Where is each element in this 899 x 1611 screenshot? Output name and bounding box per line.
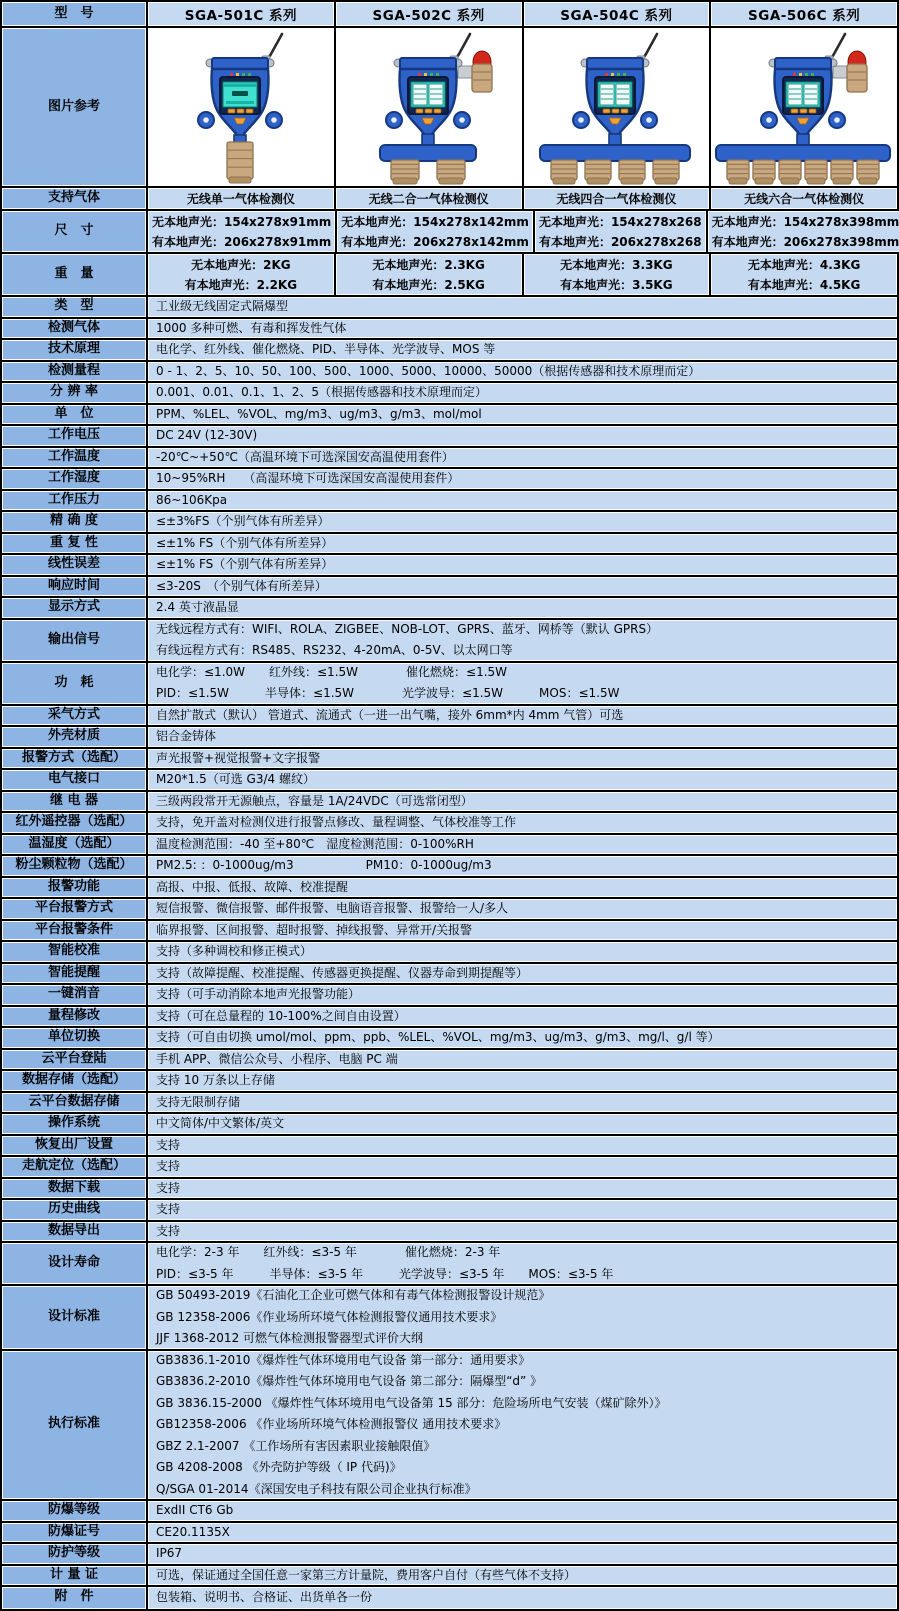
spec-row-value: 支持	[148, 1136, 897, 1156]
spec-row-value: ≤±3%FS（个别气体有所差异）	[148, 512, 897, 532]
spec-row-value: 0 - 1、2、5、10、50、100、500、1000、5000、10000、50000（根据传感器和技术原理而定）	[148, 362, 897, 382]
weight-501c: 无本地声光：2KG 有本地声光：2.2KG	[148, 254, 336, 295]
spec-row-value: PPM、%LEL、%VOL、mg/m3、ug/m3、g/m3、mol/mol	[148, 405, 897, 425]
spec-row-label: 计 量 证	[2, 1566, 148, 1586]
supported-gas-504c: 无线四合一气体检测仪	[524, 188, 712, 209]
spec-row	[2, 426, 897, 448]
spec-row-value: 临界报警、区间报警、超时报警、掉线报警、异常开/关报警	[148, 921, 897, 941]
spec-row	[2, 942, 897, 964]
spec-row-label: 工作温度	[2, 448, 148, 468]
spec-row	[2, 1286, 897, 1351]
spec-row-value: 短信报警、微信报警、邮件报警、电脑语音报警、报警给一人/多人	[148, 899, 897, 919]
spec-row-value: CE20.1135X	[148, 1523, 897, 1543]
spec-row-value: PM2.5: ：0-1000ug/m3 PM10：0-1000ug/m3	[148, 856, 897, 876]
spec-row-value: 手机 APP、微信公众号、小程序、电脑 PC 端	[148, 1050, 897, 1070]
spec-row	[2, 1050, 897, 1072]
spec-row-value: ≤±1% FS（个别气体有所差异）	[148, 555, 897, 575]
spec-row-label: 数据导出	[2, 1222, 148, 1242]
spec-row-label: 功 耗	[2, 663, 148, 704]
spec-row-label: 执行标准	[2, 1351, 148, 1500]
spec-row-label: 报警方式（选配）	[2, 749, 148, 769]
spec-row	[2, 878, 897, 900]
spec-row-label: 附 件	[2, 1587, 148, 1609]
spec-row-value: 86~106Kpa	[148, 491, 897, 511]
spec-row-label: 走航定位（选配）	[2, 1157, 148, 1177]
spec-row-label: 恢复出厂设置	[2, 1136, 148, 1156]
spec-row	[2, 1544, 897, 1566]
series-header-sga-506c: SGA-506C 系列	[711, 2, 897, 26]
spec-row-value: 声光报警+视觉报警+文字报警	[148, 749, 897, 769]
spec-row-label: 粉尘颗粒物（选配）	[2, 856, 148, 876]
spec-row-value: GB 50493-2019《石油化工企业可燃气体和有毒气体检测报警设计规范》 GB 12358-2006《作业场所环境气体检测报警仪通用技术要求》 JJF 1368-2012 可燃气体检测报警器型式评价大纲	[148, 1286, 897, 1349]
spec-row	[2, 727, 897, 749]
product-image-sga-502c	[336, 28, 524, 186]
dimensions-502c: 无本地声光：154x278x142mm 有本地声光：206x278x142mm	[337, 211, 535, 252]
weight-506c: 无本地声光：4.3KG 有本地声光：4.5KG	[711, 254, 897, 295]
spec-row-value: ExdII CT6 Gb	[148, 1501, 897, 1521]
spec-row-label: 量程修改	[2, 1007, 148, 1027]
spec-row-value: 2.4 英寸液晶显	[148, 598, 897, 618]
spec-row-value: 无线远程方式有：WIFI、ROLA、ZIGBEE、NOB-LOT、GPRS、蓝牙、网桥等（默认 GPRS） 有线远程方式有：RS485、RS232、4-20mA、0-5V、以太网口等	[148, 620, 897, 661]
dimensions-501c: 无本地声光：154x278x91mm 有本地声光：206x278x91mm	[148, 211, 337, 252]
spec-row-label: 数据存储（选配）	[2, 1071, 148, 1091]
dimensions-row	[2, 211, 897, 254]
spec-row-value: 支持（多种调校和修正模式）	[148, 942, 897, 962]
product-image-sga-504c	[524, 28, 712, 186]
image-row-label: 图片参考	[2, 28, 148, 186]
spec-row-value: 支持	[148, 1157, 897, 1177]
spec-row-value: 工业级无线固定式隔爆型	[148, 297, 897, 317]
spec-row	[2, 1157, 897, 1179]
product-image-row	[2, 28, 897, 188]
spec-row	[2, 1179, 897, 1201]
spec-row	[2, 555, 897, 577]
spec-row	[2, 1351, 897, 1502]
spec-row-label: 电气接口	[2, 770, 148, 790]
supported-gas-502c: 无线二合一气体检测仪	[336, 188, 524, 209]
spec-row	[2, 792, 897, 814]
spec-row-value: 自然扩散式（默认） 管道式、流通式（一进一出气嘴，接外 6mm*内 4mm 气管）可选	[148, 706, 897, 726]
spec-row-label: 类 型	[2, 297, 148, 317]
spec-row	[2, 663, 897, 706]
spec-row-label: 显示方式	[2, 598, 148, 618]
spec-row-label: 工作压力	[2, 491, 148, 511]
spec-row	[2, 469, 897, 491]
spec-row	[2, 620, 897, 663]
spec-row-value: 三级两段常开无源触点，容量是 1A/24VDC（可选常闭型）	[148, 792, 897, 812]
spec-row	[2, 297, 897, 319]
spec-row-value: 可选，保证通过全国任意一家第三方计量院，费用客户自付（有些气体不支持）	[148, 1566, 897, 1586]
dimensions-label: 尺 寸	[2, 211, 148, 252]
spec-row-label: 防爆证号	[2, 1523, 148, 1543]
spec-row-label: 采气方式	[2, 706, 148, 726]
spec-row	[2, 598, 897, 620]
spec-row	[2, 706, 897, 728]
spec-row-value: 支持（可在总量程的 10-100%之间自由设置）	[148, 1007, 897, 1027]
spec-row	[2, 1071, 897, 1093]
gas-detector-illustration	[524, 28, 710, 186]
spec-row	[2, 534, 897, 556]
series-header-sga-501c: SGA-501C 系列	[148, 2, 336, 26]
spec-row	[2, 448, 897, 470]
supported-gas-501c: 无线单一气体检测仪	[148, 188, 336, 209]
supported-gas-label: 支持气体	[2, 188, 148, 209]
spec-row-label: 云平台登陆	[2, 1050, 148, 1070]
model-header-label: 型 号	[2, 2, 148, 26]
spec-row-label: 响应时间	[2, 577, 148, 597]
spec-row-label: 检测气体	[2, 319, 148, 339]
spec-row	[2, 1114, 897, 1136]
spec-rows-section	[2, 297, 897, 1609]
spec-row-label: 平台报警条件	[2, 921, 148, 941]
spec-row-value: 铝合金铸体	[148, 727, 897, 747]
spec-row-value: 支持	[148, 1222, 897, 1242]
spec-row-label: 报警功能	[2, 878, 148, 898]
spec-row	[2, 1501, 897, 1523]
spec-row-label: 数据下载	[2, 1179, 148, 1199]
spec-row-value: ≤3-20S （个别气体有所差异）	[148, 577, 897, 597]
supported-gas-row	[2, 188, 897, 211]
spec-row-label: 继 电 器	[2, 792, 148, 812]
spec-row-value: 支持（可手动消除本地声光报警功能）	[148, 985, 897, 1005]
spec-row	[2, 921, 897, 943]
table-header-row	[2, 2, 897, 28]
spec-row-value: ≤±1% FS（个别气体有所差异）	[148, 534, 897, 554]
spec-row-label: 防爆等级	[2, 1501, 148, 1521]
spec-row	[2, 491, 897, 513]
spec-row-value: DC 24V (12-30V)	[148, 426, 897, 446]
spec-row-label: 防护等级	[2, 1544, 148, 1564]
spec-row-value: 支持	[148, 1200, 897, 1220]
spec-row-label: 智能提醒	[2, 964, 148, 984]
spec-row	[2, 405, 897, 427]
spec-row	[2, 362, 897, 384]
spec-row-label: 智能校准	[2, 942, 148, 962]
spec-row	[2, 1243, 897, 1286]
spec-row	[2, 1566, 897, 1588]
spec-row	[2, 1523, 897, 1545]
spec-row	[2, 1093, 897, 1115]
spec-row-value: 电化学：2-3 年 红外线：≤3-5 年 催化燃烧：2-3 年 PID：≤3-5 年 半导体：≤3-5 年 光学波导：≤3-5 年 MOS：≤3-5 年	[148, 1243, 897, 1284]
spec-row	[2, 1222, 897, 1244]
spec-row-value: 中文简体/中文繁体/英文	[148, 1114, 897, 1134]
spec-row	[2, 770, 897, 792]
spec-row-label: 外壳材质	[2, 727, 148, 747]
spec-row-label: 操作系统	[2, 1114, 148, 1134]
spec-row-label: 云平台数据存储	[2, 1093, 148, 1113]
spec-row	[2, 577, 897, 599]
spec-row	[2, 749, 897, 771]
spec-row	[2, 856, 897, 878]
spec-row-label: 设计标准	[2, 1286, 148, 1349]
spec-row	[2, 1028, 897, 1050]
spec-row	[2, 383, 897, 405]
spec-row-value: 支持 10 万条以上存储	[148, 1071, 897, 1091]
spec-row-label: 工作湿度	[2, 469, 148, 489]
spec-row-label: 平台报警方式	[2, 899, 148, 919]
spec-row-value: 温度检测范围：-40 至+80℃ 湿度检测范围：0-100%RH	[148, 835, 897, 855]
spec-row-label: 工作电压	[2, 426, 148, 446]
spec-row-value: M20*1.5（可选 G3/4 螺纹）	[148, 770, 897, 790]
spec-row-label: 单 位	[2, 405, 148, 425]
spec-row	[2, 512, 897, 534]
spec-row	[2, 319, 897, 341]
spec-row-value: 高报、中报、低报、故障、校准提醒	[148, 878, 897, 898]
series-header-sga-502c: SGA-502C 系列	[336, 2, 524, 26]
gas-detector-illustration	[336, 28, 522, 186]
spec-row-label: 红外遥控器（选配）	[2, 813, 148, 833]
spec-row	[2, 1136, 897, 1158]
spec-row	[2, 964, 897, 986]
spec-row	[2, 1587, 897, 1609]
spec-row-label: 温湿度（选配）	[2, 835, 148, 855]
spec-row-label: 线性误差	[2, 555, 148, 575]
spec-row-label: 检测量程	[2, 362, 148, 382]
weight-row	[2, 254, 897, 297]
spec-row-value: 支持（故障提醒、校准提醒、传感器更换提醒、仪器寿命到期提醒等）	[148, 964, 897, 984]
weight-504c: 无本地声光：3.3KG 有本地声光：3.5KG	[524, 254, 712, 295]
spec-row-label: 分 辨 率	[2, 383, 148, 403]
spec-row-value: IP67	[148, 1544, 897, 1564]
gas-detector-illustration	[711, 28, 897, 186]
spec-row-value: 支持（可自由切换 umol/mol、ppm、ppb、%LEL、%VOL、mg/m3、ug/m3、g/m3、mg/l、g/l 等）	[148, 1028, 897, 1048]
series-header-sga-504c: SGA-504C 系列	[524, 2, 712, 26]
supported-gas-506c: 无线六合一气体检测仪	[711, 188, 897, 209]
spec-row-label: 单位切换	[2, 1028, 148, 1048]
dimensions-506c: 无本地声光：154x278x398mm 有本地声光：206x278x398mm	[708, 211, 899, 252]
product-image-sga-506c	[711, 28, 897, 186]
spec-row	[2, 1007, 897, 1029]
spec-row-label: 输出信号	[2, 620, 148, 661]
weight-label: 重 量	[2, 254, 148, 295]
spec-row	[2, 813, 897, 835]
spec-row-value: 10~95%RH （高湿环境下可选深国安高湿使用套件）	[148, 469, 897, 489]
spec-row-value: 电化学、红外线、催化燃烧、PID、半导体、光学波导、MOS 等	[148, 340, 897, 360]
spec-row-value: 0.001、0.01、0.1、1、2、5（根据传感器和技术原理而定）	[148, 383, 897, 403]
spec-row	[2, 1200, 897, 1222]
spec-row-label: 精 确 度	[2, 512, 148, 532]
spec-row-label: 技术原理	[2, 340, 148, 360]
dimensions-504c: 无本地声光：154x278x268 有本地声光：206x278x268	[535, 211, 708, 252]
spec-row-value: -20℃~+50℃（高温环境下可选深国安高温使用套件）	[148, 448, 897, 468]
weight-502c: 无本地声光：2.3KG 有本地声光：2.5KG	[336, 254, 524, 295]
spec-row-value: 支持，免开盖对检测仪进行报警点修改、量程调整、气体校准等工作	[148, 813, 897, 833]
spec-row	[2, 985, 897, 1007]
spec-row-value: 包装箱、说明书、合格证、出货单各一份	[148, 1587, 897, 1609]
product-image-sga-501c	[148, 28, 336, 186]
spec-row-label: 一键消音	[2, 985, 148, 1005]
spec-row	[2, 899, 897, 921]
spec-row-value: 支持无限制存储	[148, 1093, 897, 1113]
spec-row-label: 重 复 性	[2, 534, 148, 554]
spec-row	[2, 340, 897, 362]
spec-row-value: 电化学：≤1.0W 红外线：≤1.5W 催化燃烧：≤1.5W PID：≤1.5W 半导体：≤1.5W 光学波导：≤1.5W MOS：≤1.5W	[148, 663, 897, 704]
gas-detector-illustration	[148, 28, 334, 186]
spec-row-value: 1000 多种可燃、有毒和挥发性气体	[148, 319, 897, 339]
spec-row-value: GB3836.1-2010《爆炸性气体环境用电气设备 第一部分：通用要求》 GB3836.2-2010《爆炸性气体环境用电气设备 第二部分：隔爆型“d” 》 GB 3836.15-2000 《爆炸性气体环境用电气设备第 15 部分：危险场所电气安装（煤矿除外）》 GB12358-2006 《作业场所环境气体检测报警仪 通用技术要求》 GBZ 2.1-2007 《工作场所有害因素职业接触限值》 GB 4208-2008 《外壳防护等级（ IP 代码)》 Q/SGA 01-2014《深国安电子科技有限公司企业执行标准》	[148, 1351, 897, 1500]
spec-row-value: 支持	[148, 1179, 897, 1199]
spec-row	[2, 835, 897, 857]
spec-row-label: 设计寿命	[2, 1243, 148, 1284]
spec-row-label: 历史曲线	[2, 1200, 148, 1220]
